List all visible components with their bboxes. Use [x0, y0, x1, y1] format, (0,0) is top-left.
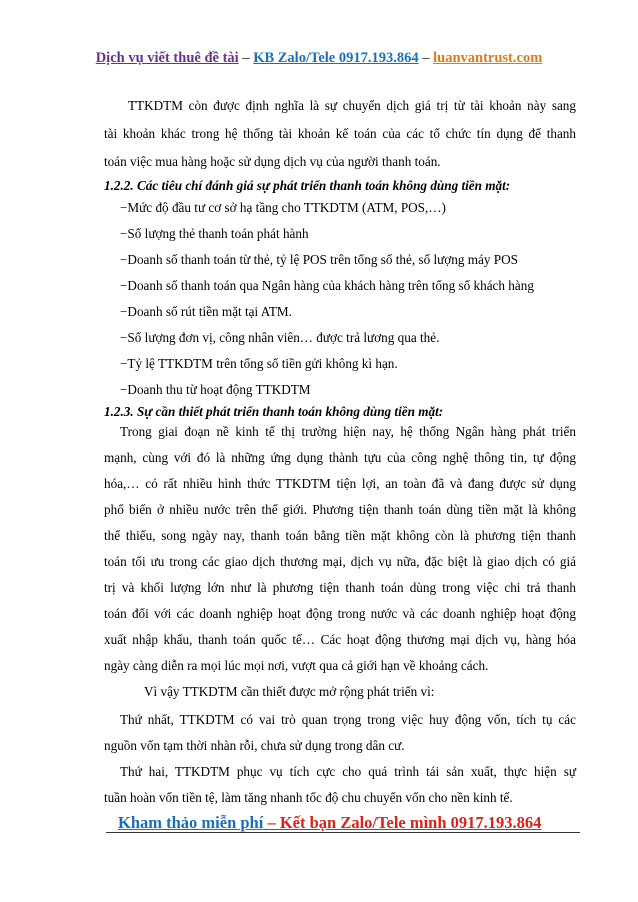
paragraph-line: trị và khối lượng lớn như là phương tiện thanh toán dùng trong việc chi trả thanh: [104, 580, 576, 595]
header-service-link[interactable]: Dịch vụ viết thuê đề tài: [95, 50, 239, 66]
paragraph-line: tuần hoàn vốn tiền tệ, làm tăng nhanh tốc độ chu chuyển vốn cho nền kinh tế.: [104, 790, 513, 805]
paragraph-line: toán đối với các doanh nghiệp hoạt động trong nước và các doanh nghiệp hoạt động: [104, 606, 576, 621]
paragraph-line: thể thiếu, song ngày nay, thanh toán bằng tiền mặt không còn là phương tiện thanh: [104, 528, 576, 543]
header-separator: –: [418, 50, 434, 66]
paragraph-line: mạnh, cùng với đó là những ứng dụng thành tựu của công nghệ thông tin, tự động: [104, 450, 576, 465]
footer-divider: [106, 832, 580, 833]
paragraph-line: phổ biến ở nhiều nước trên thế giới. Phương tiện thanh toán dùng tiền mặt là không: [104, 502, 576, 517]
paragraph-line: Thứ hai, TTKDTM phục vụ tích cực cho quá trình tái sản xuất, thực hiện sự: [120, 764, 576, 779]
footer-banner: [118, 813, 541, 833]
paragraph-line: toán việc mua hàng hoặc sử dụng dịch vụ của người thanh toán.: [104, 154, 441, 169]
paragraph-line: nguồn vốn tạm thời nhàn rỗi, chưa sử dụng trong dân cư.: [104, 738, 405, 753]
paragraph-line: Thứ nhất, TTKDTM có vai trò quan trọng trong việc huy động vốn, tích tụ các: [120, 712, 576, 727]
paragraph-line: hóa,… có rất nhiều hình thức TTKDTM tiện lợi, an toàn đã và đang được sử dụng: [104, 476, 576, 491]
header-banner: [0, 50, 638, 67]
bullet-item: −Doanh số rút tiền mặt tại ATM.: [120, 304, 292, 319]
bullet-item: −Số lượng đơn vị, công nhân viên… được trả lương qua thẻ.: [120, 330, 440, 345]
footer-contact-link[interactable]: – Kết bạn Zalo/Tele mình 0917.193.864: [263, 813, 542, 832]
paragraph-line: toán tối ưu trong các giao dịch thương mại, dịch vụ nữa, đặc biệt là giao dịch có giá: [104, 554, 576, 569]
bullet-item: −Doanh số thanh toán qua Ngân hàng của khách hàng trên tổng số khách hàng: [120, 278, 534, 293]
header-separator: –: [238, 50, 254, 66]
section-heading-1-2-3: 1.2.3. Sự cần thiết phát triển thanh toán không dùng tiền mặt:: [104, 404, 444, 419]
bullet-item: −Doanh số thanh toán từ thẻ, tỷ lệ POS trên tổng số thẻ, số lượng máy POS: [120, 252, 518, 267]
bullet-item: −Tỷ lệ TTKDTM trên tổng số tiền gửi không kì hạn.: [120, 356, 398, 371]
bullet-item: −Doanh thu từ hoạt động TTKDTM: [120, 382, 311, 397]
bullet-item: −Mức độ đầu tư cơ sở hạ tầng cho TTKDTM (ATM, POS,…): [120, 200, 446, 215]
paragraph-line: ngày càng diễn ra mọi lúc mọi nơi, vượt qua cả giới hạn về khoảng cách.: [104, 658, 489, 673]
paragraph-line: TTKDTM còn được định nghĩa là sự chuyển dịch giá trị từ tài khoản này sang: [128, 98, 576, 113]
footer-free-reference-link[interactable]: Kham thảo miễn phí: [118, 813, 264, 832]
bullet-item: −Số lượng thẻ thanh toán phát hành: [120, 226, 309, 241]
paragraph-line: Vì vậy TTKDTM cần thiết được mở rộng phát triển vì:: [144, 684, 435, 699]
paragraph-line: Trong giai đoạn nề kinh tế thị trường hiện nay, hệ thống Ngân hàng phát triển: [120, 424, 576, 439]
section-heading-1-2-2: 1.2.2. Các tiêu chí đánh giá sự phát triển thanh toán không dùng tiền mặt:: [104, 178, 511, 193]
header-contact-link[interactable]: KB Zalo/Tele 0917.193.864: [253, 50, 419, 66]
paragraph-line: xuất nhập khẩu, thanh toán quốc tế… Các hoạt động thương mại dịch vụ, hàng hóa: [104, 632, 576, 647]
paragraph-line: tài khoản khác trong hệ thống tài khoản kế toán của các tổ chức tín dụng để thanh: [104, 126, 576, 141]
header-website-link[interactable]: luanvantrust.com: [433, 50, 543, 66]
